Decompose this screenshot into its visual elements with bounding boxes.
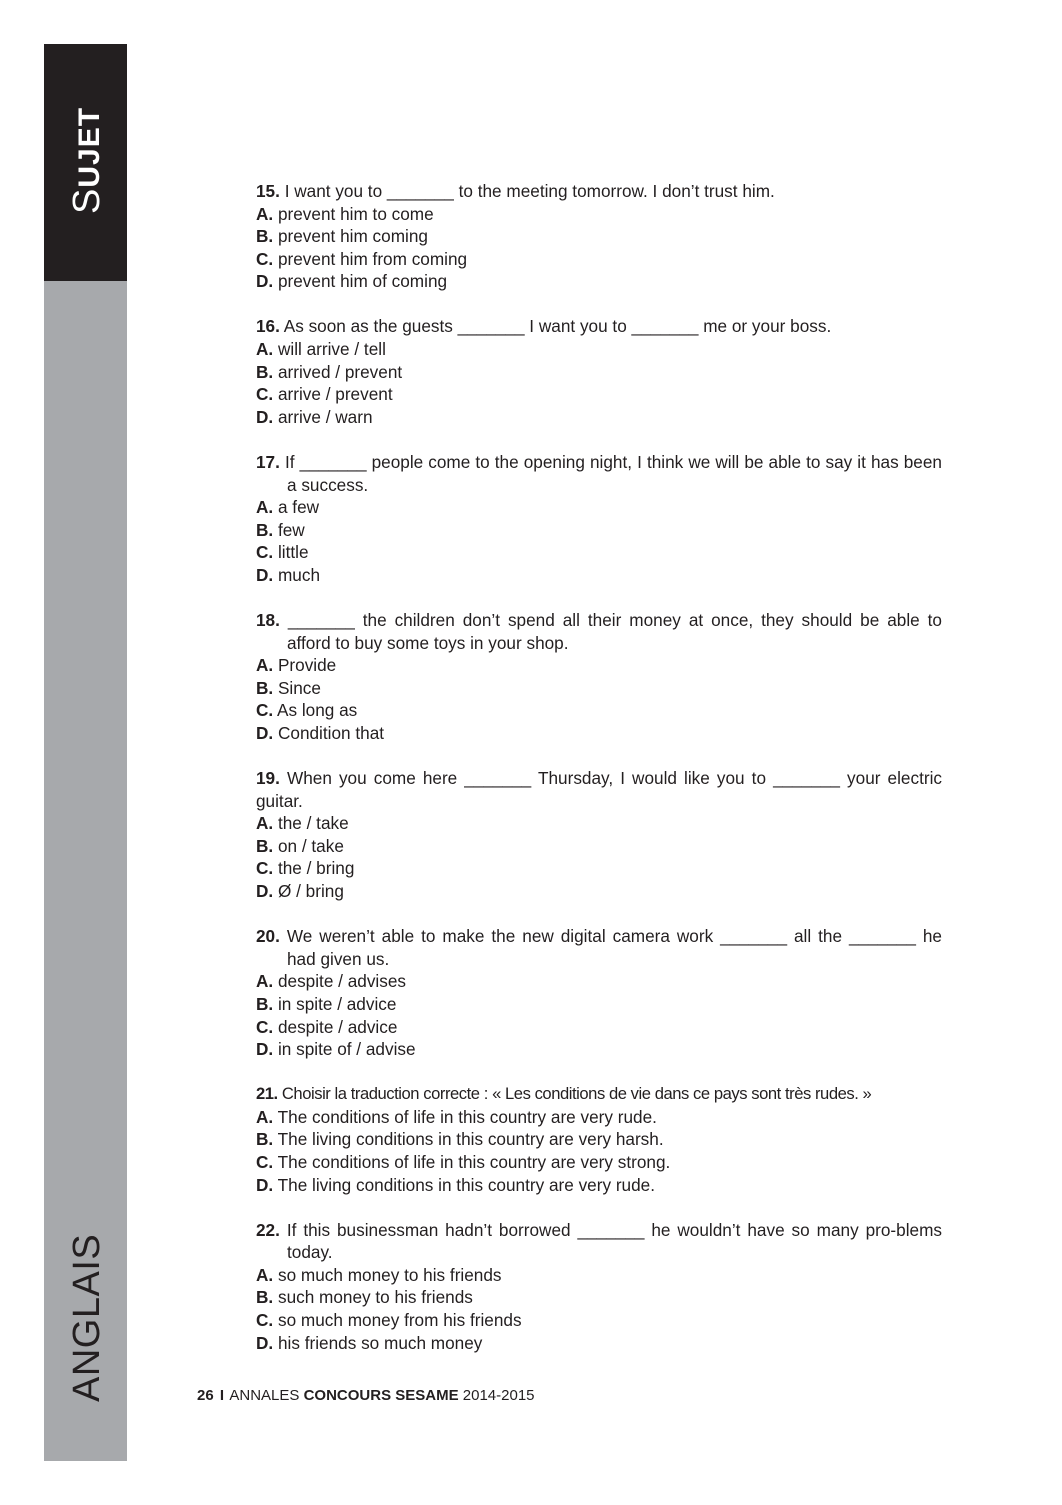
question-text: If this businessman hadn’t borrowed _______ he wouldn’t have so many pro-blems today.: [286, 1219, 942, 1263]
section-label-rest: UJET: [73, 106, 106, 188]
page-number: 26: [197, 1387, 214, 1404]
answer-option: [256, 270, 942, 293]
question-number: 20.: [256, 926, 280, 947]
option-letter: A.: [256, 339, 274, 360]
footer-concours: CONCOURS SESAME: [303, 1387, 459, 1404]
option-letter: D.: [256, 271, 274, 292]
question-text: _______ the children don’t spend all their money at once, they should be able to afford to buy some toys in your shop.: [287, 610, 942, 653]
question-stem: [256, 609, 942, 654]
answer-option: [256, 1016, 942, 1039]
answer-option: [256, 1264, 942, 1287]
option-letter: C.: [256, 248, 274, 269]
option-letter: A.: [256, 1106, 274, 1127]
answer-option: [256, 993, 942, 1016]
option-text: in spite / advice: [277, 993, 397, 1014]
option-letter: B.: [256, 1287, 274, 1308]
answer-option: [256, 496, 942, 519]
footer-year: 2014-2015: [462, 1387, 535, 1404]
option-letter: B.: [256, 226, 274, 247]
answer-option: [256, 1151, 942, 1174]
question-number: 15.: [256, 181, 280, 201]
question-text: If _______ people come to the opening night, I think we will be able to say it has been a success.: [284, 451, 942, 495]
option-letter: C.: [256, 1151, 274, 1172]
option-text: his friends so much money: [277, 1332, 483, 1353]
answer-option: [256, 812, 942, 835]
answer-option: [256, 203, 942, 226]
option-letter: C.: [256, 1016, 274, 1037]
answer-option: [256, 248, 942, 271]
question-text: We weren’t able to make the new digital camera work _______ all the _______ he had given us.: [286, 926, 942, 969]
option-text: arrive / prevent: [277, 384, 393, 405]
option-letter: D.: [256, 1039, 274, 1060]
answer-option: [256, 880, 942, 903]
option-text: so much money to his friends: [277, 1264, 502, 1285]
question-block: [256, 451, 942, 587]
option-letter: C.: [256, 858, 274, 879]
question-stem: [256, 1083, 942, 1106]
answer-option: [256, 225, 942, 248]
question-block: [256, 925, 942, 1061]
option-letter: D.: [256, 1174, 274, 1195]
option-letter: A.: [256, 203, 274, 224]
question-stem: [256, 1219, 942, 1264]
question-number: 17.: [256, 451, 280, 472]
answer-option: [256, 1332, 942, 1355]
answer-option: [256, 541, 942, 564]
option-text: few: [277, 519, 305, 540]
option-letter: B.: [256, 835, 274, 856]
answer-option: [256, 970, 942, 993]
option-letter: D.: [256, 881, 274, 902]
option-letter: C.: [256, 384, 274, 405]
answer-option: [256, 564, 942, 587]
answer-option: [256, 1309, 942, 1332]
option-letter: D.: [256, 406, 274, 427]
option-text: much: [277, 564, 320, 585]
question-number: 22.: [256, 1219, 280, 1240]
question-text: Choisir la traduction correcte : « Les conditions de vie dans ce pays sont très rudes. »: [281, 1084, 872, 1104]
answer-option: [256, 835, 942, 858]
option-text: prevent him from coming: [277, 248, 468, 269]
answer-option: [256, 1128, 942, 1151]
option-letter: B.: [256, 361, 274, 382]
option-text: The living conditions in this country are very harsh.: [277, 1129, 664, 1150]
subject-label-anglais: ANGLAIS: [66, 1233, 108, 1402]
option-text: such money to his friends: [277, 1287, 473, 1308]
answer-option: [256, 699, 942, 722]
option-text: The living conditions in this country are very rude.: [277, 1174, 656, 1195]
option-letter: B.: [256, 1129, 274, 1150]
option-text: Provide: [277, 655, 337, 676]
page-footer: [197, 1387, 535, 1404]
answer-option: [256, 654, 942, 677]
option-text: The conditions of life in this country are very rude.: [277, 1106, 657, 1127]
answer-option: [256, 519, 942, 542]
question-text: When you come here _______ Thursday, I would like you to _______ your electric guitar.: [256, 768, 942, 811]
option-letter: B.: [256, 677, 274, 698]
option-text: so much money from his friends: [277, 1310, 522, 1331]
option-letter: D.: [256, 722, 274, 743]
question-block: [256, 315, 942, 428]
footer-annales: ANNALES: [229, 1387, 300, 1404]
option-text: prevent him of coming: [277, 271, 448, 292]
option-text: will arrive / tell: [277, 339, 386, 360]
answer-option: [256, 1106, 942, 1129]
option-letter: B.: [256, 519, 274, 540]
option-text: prevent him to come: [277, 203, 434, 224]
option-text: arrived / prevent: [277, 361, 403, 382]
option-text: the / bring: [277, 858, 355, 879]
answer-option: [256, 857, 942, 880]
answer-option: [256, 677, 942, 700]
option-letter: C.: [256, 542, 274, 563]
question-number: 21.: [256, 1084, 278, 1104]
question-text: As soon as the guests _______ I want you to _______ me or your boss.: [283, 316, 832, 337]
answer-option: [256, 361, 942, 384]
option-letter: D.: [256, 564, 274, 585]
question-block: [256, 1219, 942, 1355]
answer-option: [256, 1286, 942, 1309]
answer-option: [256, 722, 942, 745]
option-letter: A.: [256, 813, 274, 834]
option-text: arrive / warn: [277, 406, 373, 427]
question-stem: [256, 925, 942, 970]
answer-option: [256, 383, 942, 406]
option-text: despite / advises: [277, 971, 406, 992]
footer-separator: I: [219, 1387, 225, 1404]
answer-option: [256, 1174, 942, 1197]
option-text: prevent him coming: [277, 226, 428, 247]
question-block: [256, 180, 942, 293]
option-text: little: [277, 542, 309, 563]
answer-option: [256, 338, 942, 361]
option-letter: C.: [256, 700, 274, 721]
answer-option: [256, 1038, 942, 1061]
question-block: [256, 1083, 942, 1196]
option-letter: A.: [256, 497, 274, 518]
option-text: Condition that: [277, 722, 385, 743]
option-text: on / take: [277, 835, 344, 856]
option-text: Since: [277, 677, 321, 698]
option-letter: C.: [256, 1310, 274, 1331]
question-stem: [256, 767, 942, 812]
option-text: Ø / bring: [277, 881, 344, 902]
option-letter: A.: [256, 971, 274, 992]
question-number: 19.: [256, 768, 280, 789]
option-letter: A.: [256, 1264, 274, 1285]
option-letter: B.: [256, 993, 274, 1014]
option-letter: D.: [256, 1332, 274, 1353]
question-stem: [256, 451, 942, 496]
option-text: in spite of / advise: [277, 1039, 416, 1060]
option-text: As long as: [277, 700, 358, 721]
option-letter: A.: [256, 655, 274, 676]
section-label-sujet: [66, 107, 109, 214]
question-text: I want you to _______ to the meeting tomorrow. I don’t trust him.: [284, 181, 775, 201]
option-text: despite / advice: [277, 1016, 398, 1037]
option-text: the / take: [277, 813, 349, 834]
question-number: 16.: [256, 316, 280, 337]
question-block: [256, 767, 942, 903]
option-text: a few: [277, 497, 320, 518]
option-text: The conditions of life in this country are very strong.: [277, 1151, 671, 1172]
question-stem: [256, 315, 942, 338]
section-label-initial: S: [66, 187, 108, 214]
answer-option: [256, 406, 942, 429]
question-number: 18.: [256, 610, 280, 630]
question-list: [256, 180, 942, 1377]
question-stem: [256, 180, 942, 203]
question-block: [256, 609, 942, 745]
